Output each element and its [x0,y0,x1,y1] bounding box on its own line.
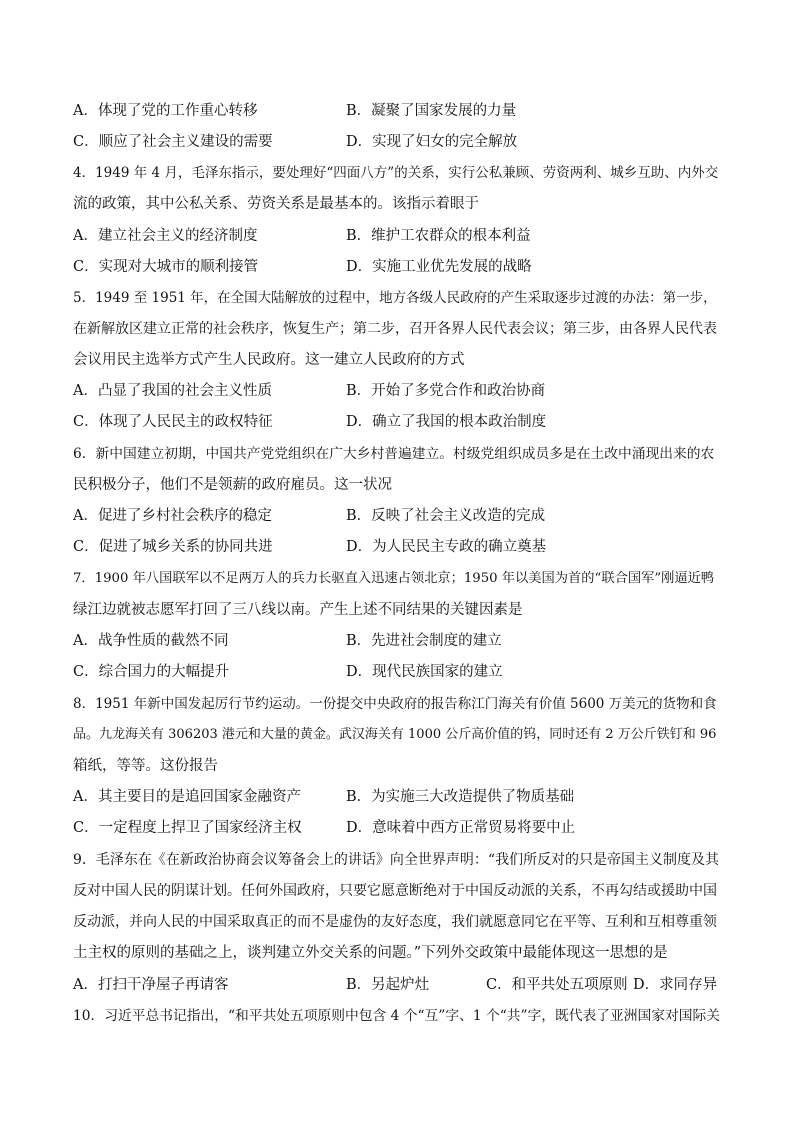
q5-stem-line-2: 在新解放区建立正常的社会秩序，恢复生产；第二步，召开各界人民代表会议；第三步，由各界人民代表 [73,321,717,337]
q6-option-b: B．反映了社会主义改造的完成 [346,508,546,524]
q5-option-d: D．确立了我国的根本政治制度 [346,414,547,430]
q6-option-c: C．促进了城乡关系的协同共进 [73,539,273,555]
q9-option-d: D．求同存异 [633,977,718,993]
q8-option-a: A．其主要目的是追回国家金融资产 [73,789,301,805]
q8-stem-line-3: 箱纸，等等。这份报告 [73,758,218,774]
q4-stem-line-2: 流的政策，其中公私关系、劳资关系是最基本的。该指示着眼于 [73,196,479,212]
q7-option-b: B．先进社会制度的建立 [346,633,502,649]
q6-option-d: D．为人民民主专政的确立奠基 [346,539,547,555]
q3-option-c: C．顺应了社会主义建设的需要 [73,134,273,150]
q9-stem-line-2: 反对中国人民的阴谋计划。任何外国政府，只要它愿意断绝对于中国反动派的关系，不再勾结或援助中国 [73,883,717,899]
q4-option-d: D．实施工业优先发展的战略 [346,259,532,275]
q9-stem-line-3: 反动派，并向人民的中国采取真正的而不是虚伪的友好态度，我们就愿意同它在平等、互利和互相尊重领 [73,914,717,930]
q7-stem-line-2: 绿江边就被志愿军打回了三八线以南。产生上述不同结果的关键因素是 [73,602,523,618]
q3-option-d: D．实现了妇女的完全解放 [346,134,518,150]
q4-option-b: B．维护工农群众的根本利益 [346,228,531,244]
q5-option-a: A．凸显了我国的社会主义性质 [73,383,272,399]
q5-stem-line-3: 会议用民主选举方式产生人民政府。这一建立人民政府的方式 [73,352,465,368]
q3-option-a: A．体现了党的工作重心转移 [73,103,258,119]
q5-option-b: B．开始了多党合作和政治协商 [346,383,546,399]
q10-stem-line-1: 10．习近平总书记指出，“和平共处五项原则中包含 4 个“互”字、1 个“共”字，既代表了亚洲国家对国际关 [73,1008,721,1024]
q4-option-c: C．实现对大城市的顺利接管 [73,259,259,275]
q9-stem-line-4: 土主权的原则的基础之上，谈判建立外交关系的问题。”下列外交政策中最能体现这一思想的是 [73,945,668,961]
q7-stem-line-1: 7．1900 年八国联军以不足两万人的兵力长驱直入迅速占领北京；1950 年以美国为首的“联合国军”刚逼近鸭 [73,571,715,586]
q9-option-c: C．和平共处五项原则 [486,977,628,993]
q9-option-b: B．另起炉灶 [346,977,430,993]
q7-option-a: A．战争性质的截然不同 [73,633,229,649]
q9-option-a: A．打扫干净屋子再请客 [73,977,229,993]
q4-option-a: A．建立社会主义的经济制度 [73,228,258,244]
q8-stem-line-2: 品。九龙海关有 306203 港元和大量的黄金。武汉海关有 1000 公斤高价值的钨，同时还有 2 万公斤铁钉和 96 [73,727,717,742]
q5-stem-line-1: 5．1949 至 1951 年，在全国大陆解放的过程中，地方各级人民政府的产生采取逐步过渡的办法：第一步， [73,290,717,306]
q7-option-c: C．综合国力的大幅提升 [73,664,230,680]
q8-option-b: B．为实施三大改造提供了物质基础 [346,789,575,805]
q8-option-d: D．意味着中西方正常贸易将要中止 [346,820,576,836]
q4-stem-line-1: 4．1949 年 4 月，毛泽东指示，要处理好“四面八方”的关系，实行公私兼顾、劳资两利、城乡互助、内外交 [73,165,719,181]
q6-stem-line-2: 民积极分子，他们不是领薪的政府雇员。这一状况 [73,477,392,493]
q6-option-a: A．促进了乡村社会秩序的稳定 [73,508,272,524]
q3-option-b: B．凝聚了国家发展的力量 [346,103,517,119]
q6-stem-line-1: 6．新中国建立初期，中国共产党党组织在广大乡村普遍建立。村级党组织成员多是在土改中涌现出来的农 [73,446,715,462]
q8-option-c: C．一定程度上捍卫了国家经济主权 [73,820,302,836]
q5-option-c: C．体现了人民民主的政权特征 [73,414,273,430]
q7-option-d: D．现代民族国家的建立 [346,664,503,680]
q9-stem-line-1: 9．毛泽东在《在新政治协商会议筹备会上的讲话》向全世界声明：“我们所反对的只是帝国主义制度及其 [73,852,720,868]
q8-stem-line-1: 8．1951 年新中国发起厉行节约运动。一份提交中央政府的报告称江门海关有价值 5600 万美元的货物和食 [73,696,717,712]
